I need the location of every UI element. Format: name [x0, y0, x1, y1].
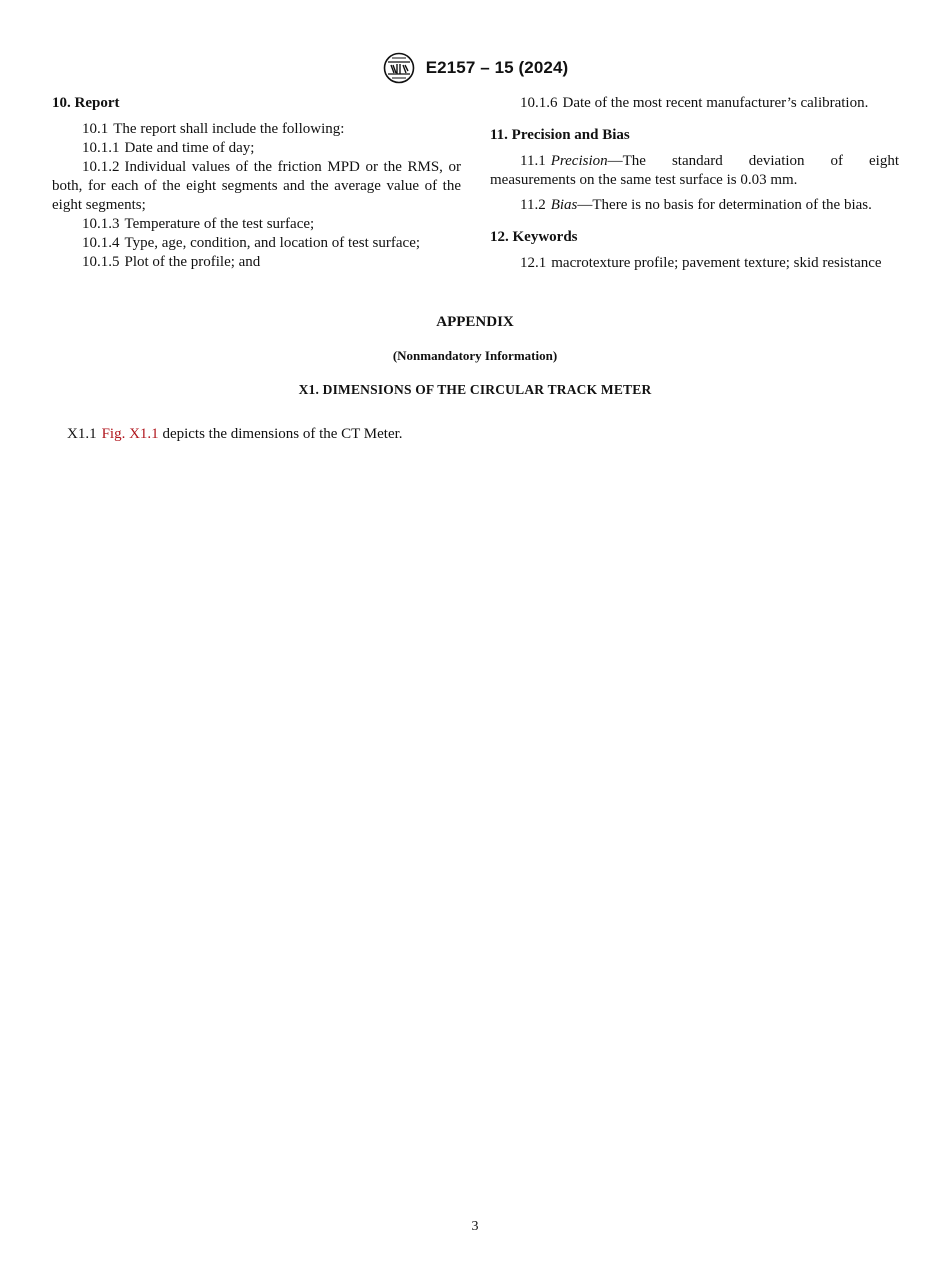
section-10-heading: 10. Report [52, 95, 120, 111]
left-column [52, 94, 461, 272]
paragraph-x1-1 [67, 425, 403, 444]
paragraph-text: Date and time of day; [124, 140, 255, 156]
paragraph-10-1 [52, 120, 461, 139]
paragraph-text: Type, age, condition, and location of test surface; [124, 235, 421, 251]
paragraph-term: Precision [550, 153, 608, 169]
paragraph-text: Plot of the profile; and [124, 254, 261, 270]
standard-designation: E2157 – 15 (2024) [425, 58, 569, 77]
paragraph-text: The report shall include the following: [113, 121, 345, 137]
paragraph-text: Date of the most recent manufacturer’s calibration. [562, 95, 869, 111]
paragraph-11-2 [490, 196, 899, 215]
paragraph-10-1-4 [52, 234, 461, 253]
paragraph-text: Individual values of the friction MPD or the RMS, or both, for each of the eight segments and the average value of the eight segments; [52, 159, 461, 213]
paragraph-number: 10.1.5 [82, 254, 120, 270]
paragraph-12-1 [490, 254, 899, 273]
paragraph-number: 10.1.3 [82, 216, 120, 232]
paragraph-number: X1.1 [67, 426, 97, 442]
paragraph-number: 10.1.1 [82, 140, 120, 156]
paragraph-text: Temperature of the test surface; [124, 216, 315, 232]
page-header [0, 52, 950, 84]
section-12-heading: 12. Keywords [490, 229, 578, 245]
paragraph-11-1 [490, 152, 899, 190]
section-11-heading: 11. Precision and Bias [490, 127, 630, 143]
appendix-subtitle: (Nonmandatory Information) [392, 348, 558, 363]
paragraph-text: —The standard deviation of eight measurements on the same test surface is 0.03 mm. [490, 153, 899, 188]
paragraph-text: depicts the dimensions of the CT Meter. [158, 426, 403, 442]
paragraph-10-1-2 [52, 158, 461, 215]
right-column [490, 94, 899, 273]
paragraph-10-1-5 [52, 253, 461, 272]
appendix-header [0, 314, 950, 398]
paragraph-text: macrotexture profile; pavement texture; skid resistance [551, 255, 882, 271]
paragraph-number: 12.1 [520, 255, 547, 271]
paragraph-number: 10.1 [82, 121, 109, 137]
page-number: 3 [471, 1219, 479, 1234]
paragraph-number: 11.1 [520, 153, 546, 169]
appendix-x1-heading: X1. DIMENSIONS OF THE CIRCULAR TRACK METER [298, 382, 652, 397]
paragraph-10-1-1 [52, 139, 461, 158]
appendix-title: APPENDIX [436, 314, 514, 330]
paragraph-number: 10.1.2 [82, 159, 120, 175]
paragraph-number: 10.1.4 [82, 235, 120, 251]
paragraph-text: —There is no basis for determination of the bias. [577, 197, 872, 213]
astm-logo-icon [382, 52, 416, 84]
paragraph-number: 11.2 [520, 197, 546, 213]
paragraph-number: 10.1.6 [520, 95, 558, 111]
figure-link[interactable]: Fig. X1.1 [101, 426, 159, 442]
paragraph-10-1-3 [52, 215, 461, 234]
paragraph-10-1-6 [490, 94, 899, 113]
paragraph-term: Bias [550, 197, 578, 213]
